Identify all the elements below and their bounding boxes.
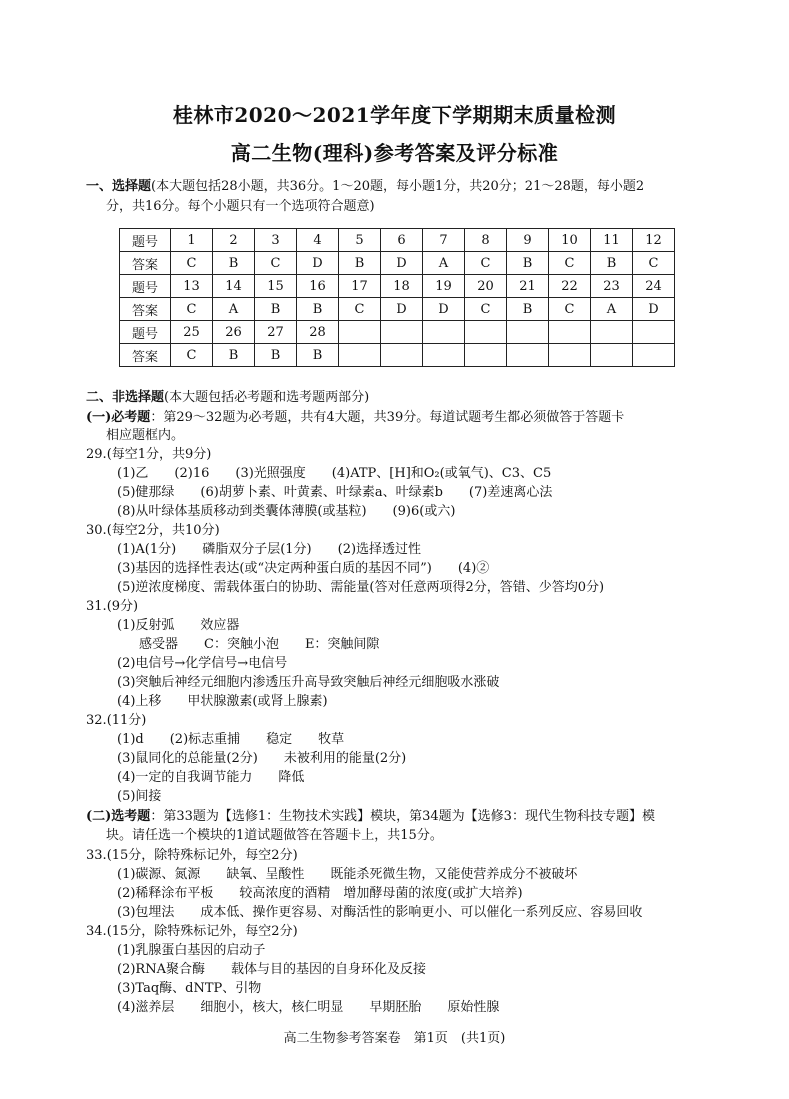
question-number-cell: 28	[297, 321, 339, 344]
answer-cell: C	[339, 298, 381, 321]
document-subtitle: 高二生物(理科)参考答案及评分标准	[230, 141, 559, 165]
question-number-cell	[339, 321, 381, 344]
q29-line2: (5)健那绿 (6)胡萝卜素、叶黄素、叶绿素a、叶绿素b (7)差速离心法	[117, 485, 553, 500]
question-number-label: 题号	[120, 229, 171, 252]
answer-cell: C	[171, 252, 213, 275]
required-line1	[86, 409, 624, 427]
question-number-label: 题号	[120, 275, 171, 298]
answer-cell: C	[633, 252, 675, 275]
answer-cell: B	[255, 298, 297, 321]
answer-cell: B	[213, 252, 255, 275]
q31-number: 31.	[86, 599, 107, 614]
q33-line2: (2)稀释涂布平板 较高浓度的酒精 增加酵母菌的浓度(或扩大培养)	[117, 886, 523, 901]
answer-cell: C	[171, 344, 213, 367]
q32-line1: (1)d (2)标志重捕 稳定 牧草	[117, 732, 345, 747]
q33-score: (15分，除特殊标记外，每空2分)	[106, 848, 298, 863]
q31-line2: 感受器 C：突触小泡 E：突触间隙	[139, 637, 380, 652]
q30-line3: (5)逆浓度梯度、需载体蛋白的协助、需能量(答对任意两项得2分，答错、少答均0分)	[117, 580, 605, 595]
q32-line3: (4)一定的自我调节能力 降低	[117, 770, 305, 785]
q33-number: 33.	[86, 848, 107, 863]
required-desc2: 相应题框内。	[106, 428, 185, 443]
answer-cell: B	[213, 344, 255, 367]
document-title: 桂林市2020～2021学年度下学期期末质量检测	[172, 103, 617, 127]
q29-number: 29.	[86, 447, 107, 462]
answer-cell: D	[381, 298, 423, 321]
question-number-cell	[549, 321, 591, 344]
section2-heading: 二、非选择题	[86, 390, 165, 405]
question-number-label: 题号	[120, 321, 171, 344]
q30-number: 30.	[86, 523, 107, 538]
question-number-cell: 8	[465, 229, 507, 252]
question-number-row	[120, 229, 675, 252]
question-number-cell	[465, 321, 507, 344]
q29-header	[86, 446, 211, 464]
question-number-row	[120, 321, 675, 344]
q30-header	[86, 522, 220, 540]
question-number-cell: 4	[297, 229, 339, 252]
answer-cell	[507, 344, 549, 367]
required-desc1: ：第29～32题为必考题，共有4大题，共39分。每道试题考生都必须做答于答题卡	[150, 410, 625, 425]
answer-cell	[423, 344, 465, 367]
question-number-cell	[507, 321, 549, 344]
answer-cell	[381, 344, 423, 367]
answer-cell: D	[423, 298, 465, 321]
question-number-row	[120, 275, 675, 298]
question-number-cell: 3	[255, 229, 297, 252]
answer-cell: C	[171, 298, 213, 321]
q30-score: (每空2分，共10分)	[106, 523, 220, 538]
question-number-cell: 10	[549, 229, 591, 252]
answer-cell: C	[549, 298, 591, 321]
q31-line4: (3)突触后神经元细胞内渗透压升高导致突触后神经元细胞吸水涨破	[117, 675, 500, 690]
q32-line4: (5)间接	[117, 789, 162, 804]
page-footer: 高二生物参考答案卷 第1页 (共1页)	[283, 1031, 506, 1046]
answer-row	[120, 344, 675, 367]
q29-line3: (8)从叶绿体基质移动到类囊体薄膜(或基粒) (9)6(或六)	[117, 504, 456, 519]
q31-line5: (4)上移 甲状腺激素(或肾上腺素)	[117, 694, 328, 709]
question-number-cell: 19	[423, 275, 465, 298]
q34-header	[86, 923, 298, 941]
question-number-cell: 6	[381, 229, 423, 252]
question-number-cell: 7	[423, 229, 465, 252]
question-number-cell: 24	[633, 275, 675, 298]
answer-cell: A	[591, 298, 633, 321]
q31-line3: (2)电信号→化学信号→电信号	[117, 656, 288, 671]
question-number-cell	[423, 321, 465, 344]
q34-line3: (3)Taq酶、dNTP、引物	[117, 981, 262, 996]
answer-cell: C	[255, 252, 297, 275]
answer-cell: B	[255, 344, 297, 367]
answer-cell	[633, 344, 675, 367]
q32-line2: (3)鼠同化的总能量(2分) 未被利用的能量(2分)	[117, 751, 407, 766]
section2-line	[86, 389, 369, 407]
answer-cell: A	[213, 298, 255, 321]
question-number-cell: 5	[339, 229, 381, 252]
question-number-cell: 27	[255, 321, 297, 344]
question-number-cell	[381, 321, 423, 344]
answer-cell: C	[549, 252, 591, 275]
question-number-cell: 20	[465, 275, 507, 298]
question-number-cell: 16	[297, 275, 339, 298]
question-number-cell: 23	[591, 275, 633, 298]
elective-desc1: ：第33题为【选修1：生物技术实践】模块，第34题为【选修3：现代生物科技专题】模	[150, 809, 655, 824]
answer-cell	[339, 344, 381, 367]
q29-line1: (1)乙 (2)16 (3)光照强度 (4)ATP、[H]和O₂(或氧气)、C3、C5	[117, 466, 552, 481]
answer-cell: A	[423, 252, 465, 275]
answer-cell: C	[465, 252, 507, 275]
question-number-cell: 13	[171, 275, 213, 298]
q32-number: 32.	[86, 713, 107, 728]
question-number-cell: 1	[171, 229, 213, 252]
q31-score: (9分)	[106, 599, 139, 614]
section1-line1	[86, 178, 644, 196]
q34-line1: (1)乳腺蛋白基因的启动子	[117, 943, 266, 958]
answer-label: 答案	[120, 252, 171, 275]
question-number-cell: 12	[633, 229, 675, 252]
answer-row	[120, 252, 675, 275]
answer-table	[119, 228, 675, 367]
answer-cell	[549, 344, 591, 367]
section2-desc: (本大题包括必考题和选考题两部分)	[164, 390, 370, 405]
question-number-cell: 26	[213, 321, 255, 344]
q30-line2: (3)基因的选择性表达(或“决定两种蛋白质的基因不同”) (4)②	[117, 561, 490, 576]
question-number-cell: 2	[213, 229, 255, 252]
elective-desc2: 块。请任选一个模块的1道试题做答在答题卡上，共15分。	[106, 828, 443, 843]
answer-label: 答案	[120, 344, 171, 367]
required-heading: (一)必考题	[86, 410, 151, 425]
q34-line2: (2)RNA聚合酶 载体与目的基因的自身环化及反接	[117, 962, 426, 977]
question-number-cell: 22	[549, 275, 591, 298]
q31-line1: (1)反射弧 效应器	[117, 618, 240, 633]
answer-cell	[465, 344, 507, 367]
question-number-cell: 9	[507, 229, 549, 252]
q30-line1: (1)A(1分) 磷脂双分子层(1分) (2)选择透过性	[117, 542, 422, 557]
answer-cell: B	[507, 298, 549, 321]
answer-cell: B	[339, 252, 381, 275]
question-number-cell: 21	[507, 275, 549, 298]
answer-cell: D	[297, 252, 339, 275]
question-number-cell	[591, 321, 633, 344]
question-number-cell: 17	[339, 275, 381, 298]
q31-header	[86, 598, 138, 616]
q33-line3: (3)包埋法 成本低、操作更容易、对酶活性的影响更小、可以催化一系列反应、容易回收	[117, 905, 643, 920]
answer-cell: B	[507, 252, 549, 275]
q32-score: (11分)	[106, 713, 147, 728]
answer-cell: B	[297, 344, 339, 367]
elective-heading: (二)选考题	[86, 809, 151, 824]
question-number-cell: 14	[213, 275, 255, 298]
answer-row	[120, 298, 675, 321]
q34-score: (15分，除特殊标记外，每空2分)	[106, 924, 298, 939]
question-number-cell: 18	[381, 275, 423, 298]
question-number-cell	[633, 321, 675, 344]
answer-cell: B	[297, 298, 339, 321]
answer-cell: D	[633, 298, 675, 321]
q34-number: 34.	[86, 924, 107, 939]
question-number-cell: 11	[591, 229, 633, 252]
q29-score: (每空1分，共9分)	[106, 447, 212, 462]
q32-header	[86, 712, 146, 730]
section1-desc2: 分，共16分。每个小题只有一个选项符合题意)	[106, 199, 375, 214]
elective-line1	[86, 808, 655, 826]
q34-line4: (4)滋养层 细胞小，核大，核仁明显 早期胚胎 原始性腺	[117, 1000, 500, 1015]
question-number-cell: 15	[255, 275, 297, 298]
answer-cell	[591, 344, 633, 367]
answer-cell: C	[465, 298, 507, 321]
answer-label: 答案	[120, 298, 171, 321]
answer-cell: D	[381, 252, 423, 275]
answer-cell: B	[591, 252, 633, 275]
section1-desc1: (本大题包括28小题，共36分。1～20题，每小题1分，共20分；21～28题，每小题2	[151, 179, 645, 194]
section1-heading: 一、选择题	[86, 179, 152, 194]
q33-line1: (1)碳源、氮源 缺氧、呈酸性 既能杀死微生物，又能使营养成分不被破坏	[117, 867, 578, 882]
question-number-cell: 25	[171, 321, 213, 344]
q33-header	[86, 847, 298, 865]
